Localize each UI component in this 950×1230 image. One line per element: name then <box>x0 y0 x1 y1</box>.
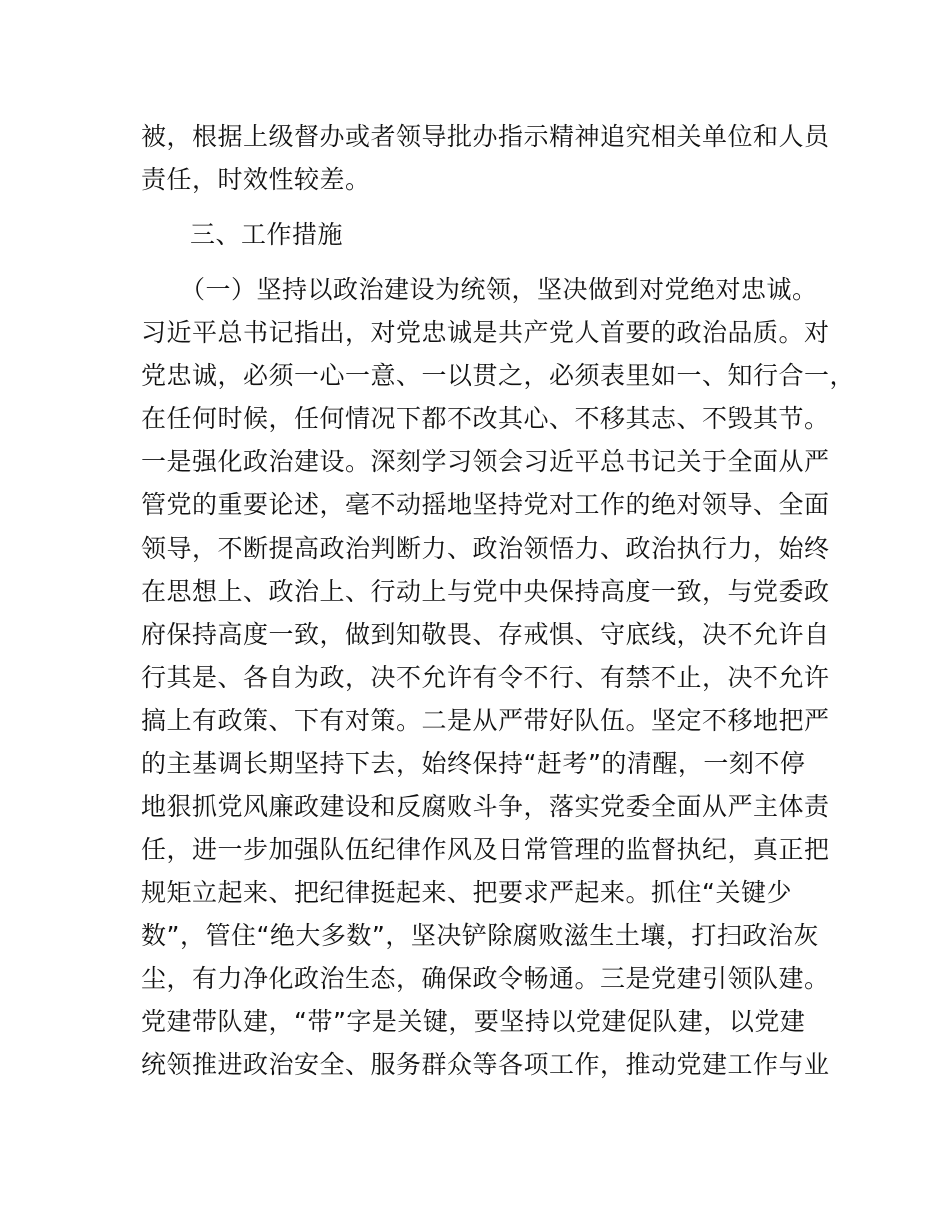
text-line-11: 在思想上、政治上、行动上与党中央保持高度一致，与党委政 <box>141 577 830 606</box>
text-line-2: 责任，时效性较差。 <box>141 165 371 194</box>
text-line-13: 行其是、各自为政，决不允许有令不行、有禁不止，决不允许 <box>141 663 830 692</box>
text-line-15: 的主基调长期坚持下去，始终保持“赶考”的清醒，一刻不停 <box>141 749 806 778</box>
text-line-18: 规矩立起来、把纪律挺起来、把要求严起来。抓住“关键少 <box>141 878 792 907</box>
text-line-14: 搞上有政策、下有对策。二是从严带好队伍。坚定不移地把严 <box>141 706 830 735</box>
text-line-5: 习近平总书记指出，对党忠诚是共产党人首要的政治品质。对 <box>141 318 830 347</box>
text-line-8: 一是强化政治建设。深刻学习领会习近平总书记关于全面从严 <box>141 447 830 476</box>
text-line-21: 党建带队建，“带”字是关键，要坚持以党建促队建，以党建 <box>141 1007 806 1036</box>
text-line-7: 在任何时候，任何情况下都不改其心、不移其志、不毁其节。 <box>141 404 830 433</box>
text-line-20: 尘，有力净化政治生态，确保政令畅通。三是党建引领队建。 <box>141 964 830 993</box>
text-line-9: 管党的重要论述，毫不动摇地坚持党对工作的绝对领导、全面 <box>141 490 830 519</box>
text-line-16: 地狠抓党风廉政建设和反腐败斗争，落实党委全面从严主体责 <box>141 792 830 821</box>
text-line-12: 府保持高度一致，做到知敬畏、存戒惧、守底线，决不允许自 <box>141 620 830 649</box>
section-heading: 三、工作措施 <box>190 220 344 249</box>
text-line-17: 任，进一步加强队伍纪律作风及日常管理的监督执纪，真正把 <box>141 835 830 864</box>
text-line-6: 党忠诚，必须一心一意、一以贯之，必须表里如一、知行合一， <box>141 361 856 390</box>
text-line-22: 统领推进政治安全、服务群众等各项工作，推动党建工作与业 <box>141 1050 830 1079</box>
subsection-heading: （一）坚持以政治建设为统领，坚决做到对党绝对忠诚。 <box>180 275 818 304</box>
text-line-1: 被，根据上级督办或者领导批办指示精神追究相关单位和人员 <box>141 122 830 151</box>
text-line-10: 领导，不断提高政治判断力、政治领悟力、政治执行力，始终 <box>141 534 830 563</box>
text-line-19: 数”，管住“绝大多数”，坚决铲除腐败滋生土壤，打扫政治灰 <box>141 921 819 950</box>
